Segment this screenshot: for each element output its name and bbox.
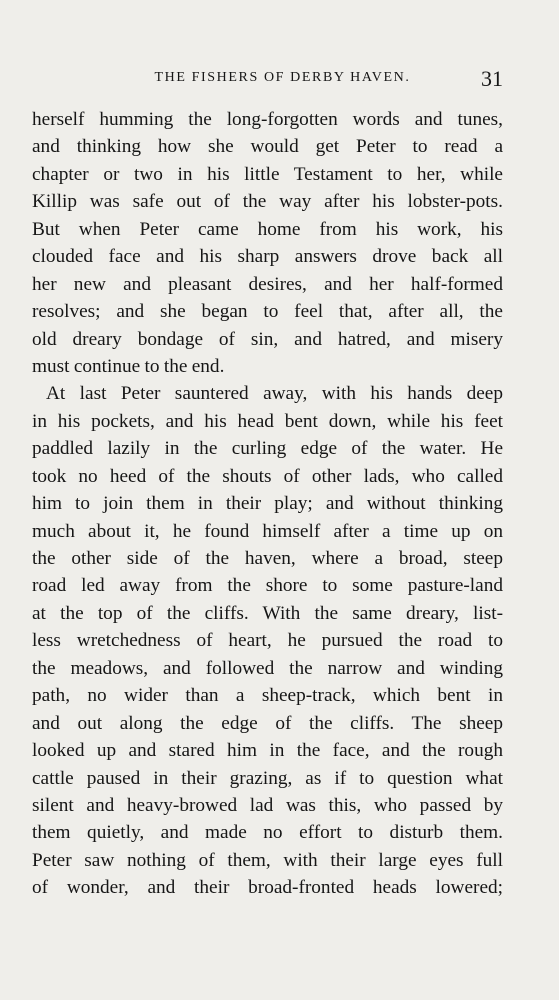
text-line: the meadows, and followed the narrow and winding: [32, 657, 503, 679]
paragraph: [32, 106, 503, 380]
text-line: must continue to the end.: [32, 355, 225, 377]
text-line: and out along the edge of the cliffs. The sheep: [32, 712, 503, 734]
text-line: paddled lazily in the curling edge of the water. He: [32, 438, 503, 460]
text-line: at the top of the cliffs. With the same dreary, list-: [32, 602, 503, 624]
text-line: path, no wider than a sheep-track, which bent in: [32, 685, 503, 707]
text-line: chapter or two in his little Testament to her, while: [32, 163, 503, 185]
text-line: herself humming the long-forgotten words and tunes,: [32, 109, 503, 130]
text-line: less wretchedness of heart, he pursued the road to: [32, 630, 503, 652]
text-line: him to join them in their play; and without thinking: [32, 493, 503, 515]
text-line: looked up and stared him in the face, and the rough: [32, 740, 503, 762]
text-line: them quietly, and made no effort to disturb them.: [32, 822, 503, 844]
page-number: 31: [481, 66, 503, 91]
text-line: cattle paused in their grazing, as if to question what: [32, 767, 503, 789]
body-text: [32, 106, 503, 902]
text-line: much about it, he found himself after a time up on: [32, 520, 503, 542]
text-line: road led away from the shore to some pasture-land: [32, 575, 503, 597]
text-line: took no heed of the shouts of other lads, who called: [32, 465, 503, 487]
text-line: in his pockets, and his head bent down, while his feet: [32, 410, 503, 432]
running-head: [32, 66, 503, 90]
text-line: At last Peter sauntered away, with his hands deep: [46, 383, 503, 405]
text-line: clouded face and his sharp answers drove back all: [32, 246, 503, 268]
text-line: old dreary bondage of sin, and hatred, and misery: [32, 328, 503, 350]
text-line: silent and heavy-browed lad was this, who passed by: [32, 794, 503, 816]
text-line: resolves; and she began to feel that, after all, the: [32, 301, 503, 323]
text-line: and thinking how she would get Peter to read a: [32, 136, 503, 158]
paragraph: [32, 380, 503, 901]
text-line: But when Peter came home from his work, his: [32, 218, 503, 240]
text-line: Peter saw nothing of them, with their large eyes full: [32, 849, 503, 871]
text-line: of wonder, and their broad-fronted heads lowered;: [32, 877, 503, 899]
text-line: the other side of the haven, where a broad, steep: [32, 548, 503, 569]
running-title: THE FISHERS OF DERBY HAVEN.: [154, 70, 411, 85]
text-line: Killip was safe out of the way after his lobster-pots.: [32, 191, 503, 213]
text-line: her new and pleasant desires, and her half-formed: [32, 273, 503, 295]
